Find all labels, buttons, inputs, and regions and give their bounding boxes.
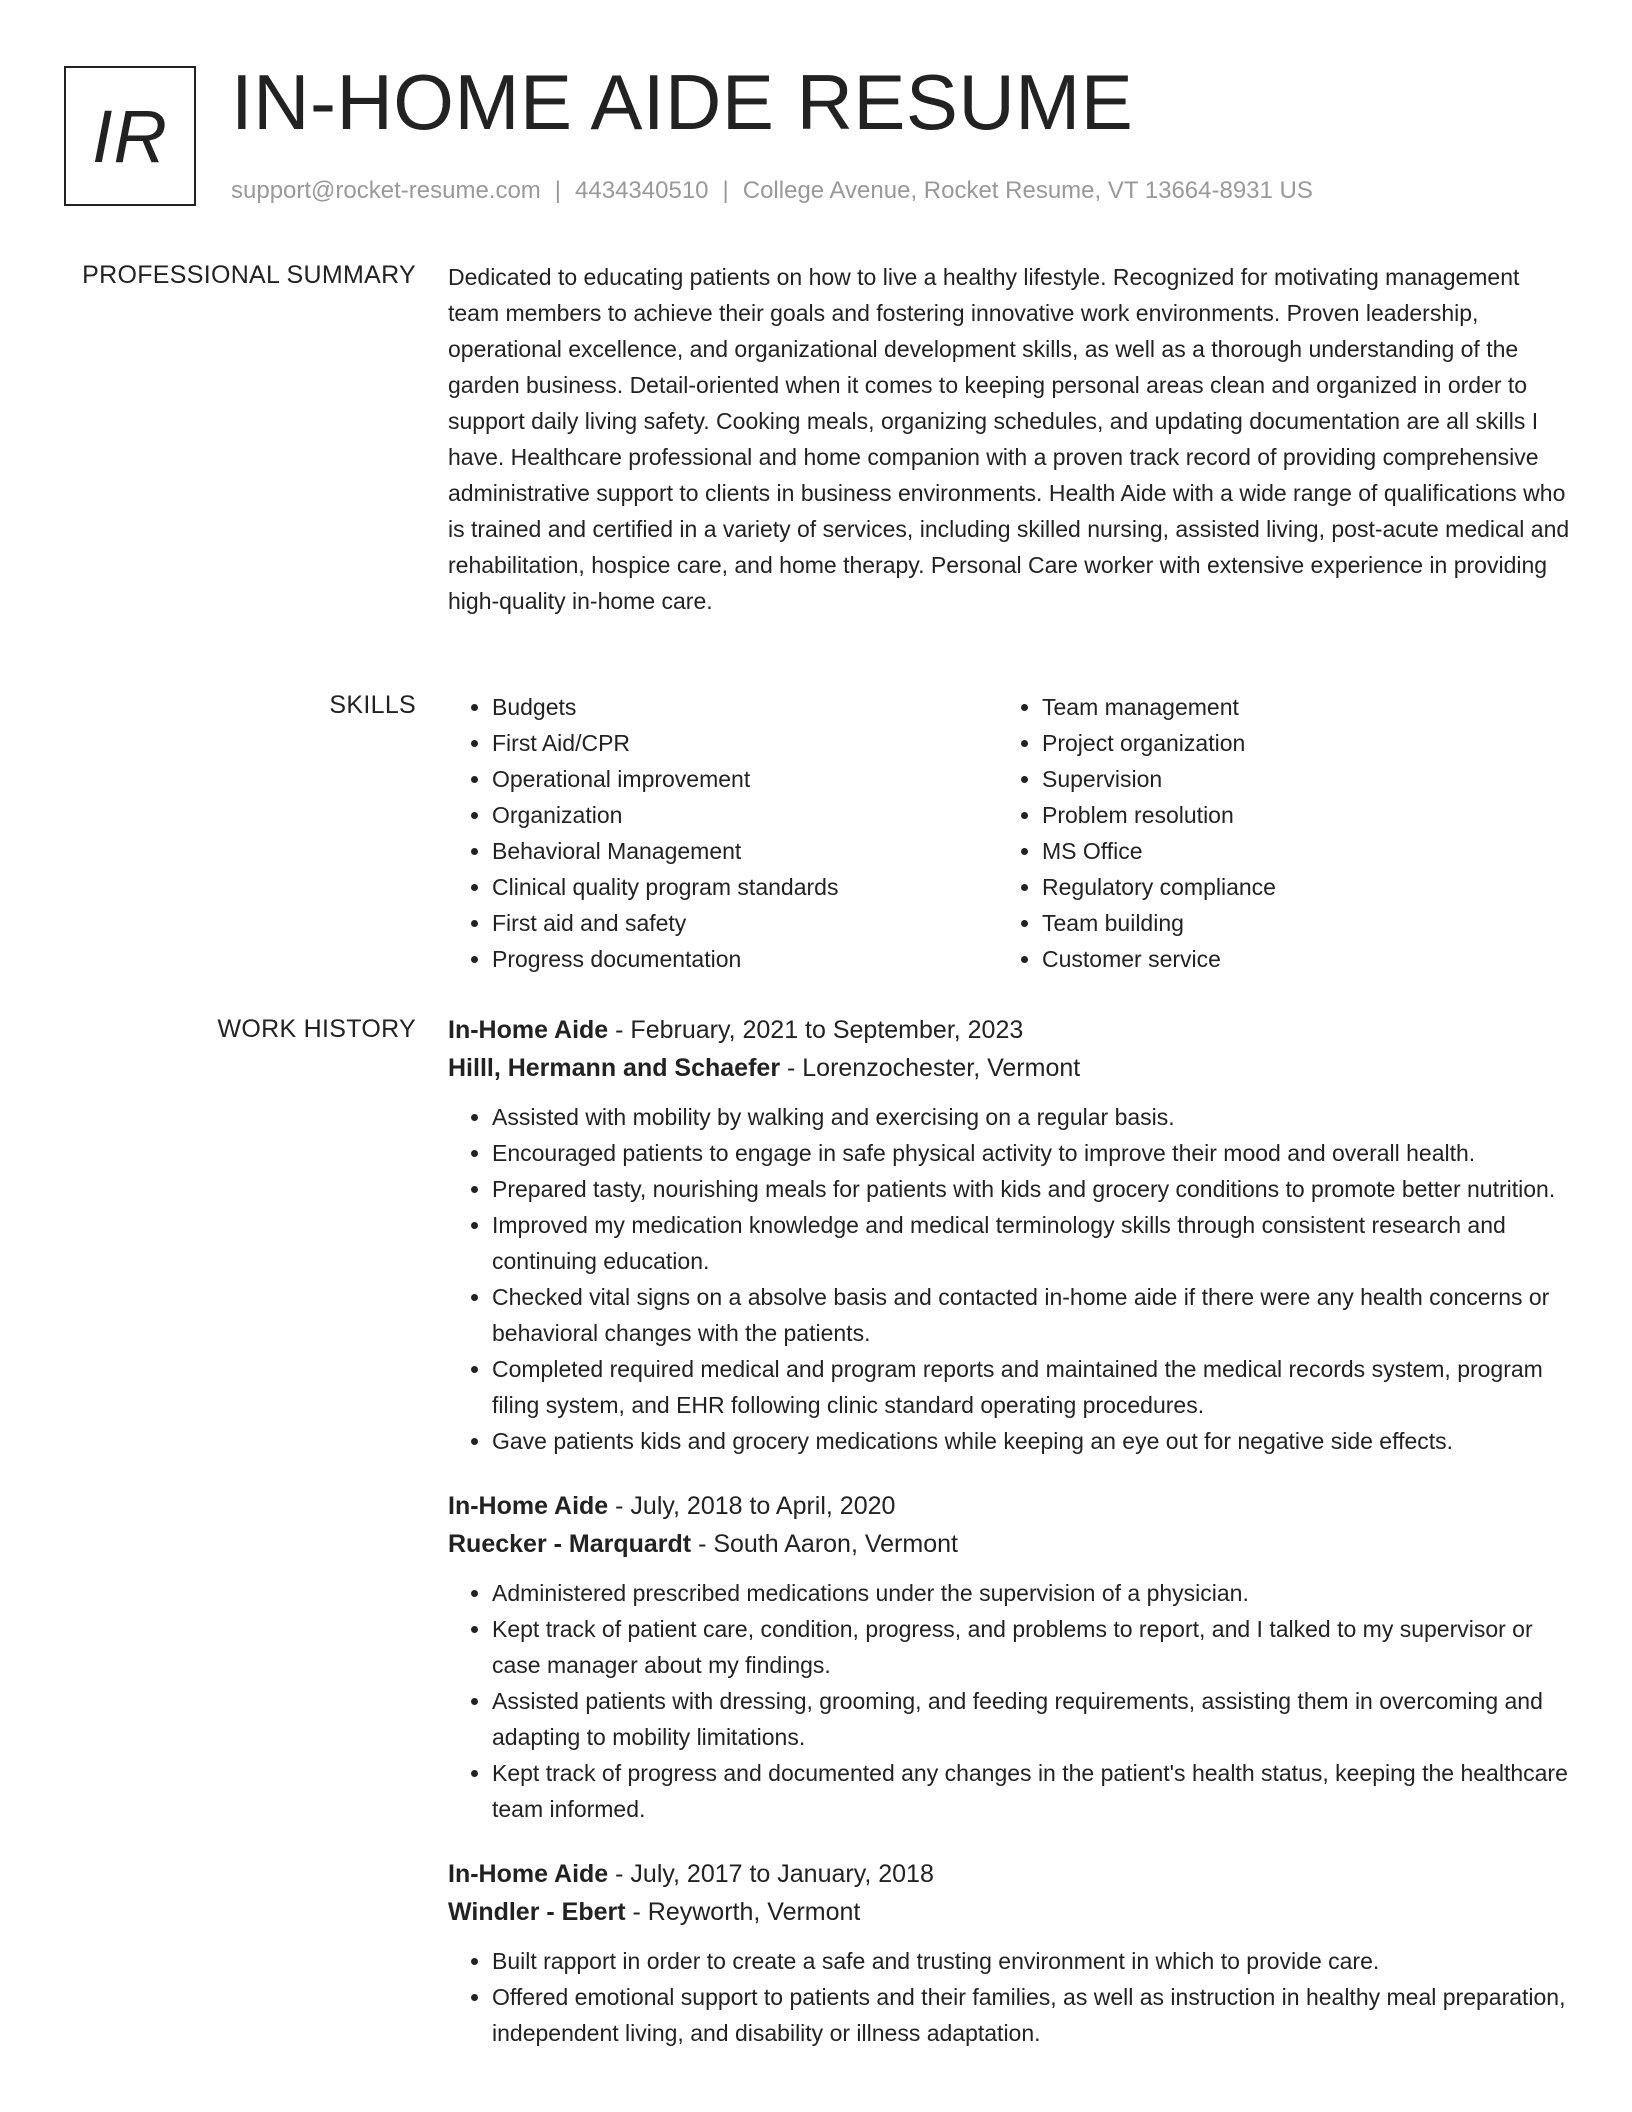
job-company-line	[448, 1049, 1570, 1087]
job-bullet: • Checked vital signs on a absolve basis and contacted in-home aide if there were any health concerns or behavioral changes with the patients.	[492, 1279, 1570, 1351]
skill-item: • Organization	[492, 797, 998, 833]
skills-body	[448, 689, 1570, 977]
skill-item: • First aid and safety	[492, 905, 998, 941]
job-bullet: • Improved my medication knowledge and medical terminology skills through consistent research and continuing education.	[492, 1207, 1570, 1279]
job-bullets	[448, 1575, 1570, 1827]
job-bullet: • Gave patients kids and grocery medications while keeping an eye out for negative side effects.	[492, 1423, 1570, 1459]
job-bullet: • Built rapport in order to create a safe and trusting environment in which to provide care.	[492, 1943, 1570, 1979]
job-bullet: • Kept track of patient care, condition, progress, and problems to report, and I talked to my supervisor or case manager about my findings.	[492, 1611, 1570, 1683]
job-location: - Reyworth, Vermont	[625, 1898, 861, 1926]
contact-line	[231, 174, 1313, 208]
contact-email: support@rocket-resume.com	[231, 177, 541, 204]
work-history-heading: WORK HISTORY	[217, 1015, 416, 1043]
work-history-body	[448, 1011, 1570, 2079]
job-dates: - July, 2018 to April, 2020	[608, 1492, 896, 1520]
page-title: IN-HOME AIDE RESUME	[231, 58, 1134, 146]
job-bullet: • Prepared tasty, nourishing meals for patients with kids and grocery conditions to promote better nutrition.	[492, 1171, 1570, 1207]
job-company-line	[448, 1893, 1570, 1931]
job-entry	[448, 1487, 1570, 1827]
job-bullet: • Completed required medical and program reports and maintained the medical records system, program filing system, and EHR following clinic standard operating procedures.	[492, 1351, 1570, 1423]
job-company: Ruecker - Marquardt	[448, 1530, 692, 1558]
contact-separator: |	[554, 177, 562, 204]
job-bullet: • Assisted patients with dressing, grooming, and feeding requirements, assisting them in overcoming and adapting to mobility limitations.	[492, 1683, 1570, 1755]
skill-item: • Supervision	[1042, 761, 1548, 797]
monogram-logo: IR	[64, 66, 196, 206]
job-bullets	[448, 1943, 1570, 2051]
job-dates: - February, 2021 to September, 2023	[608, 1016, 1024, 1044]
job-company-line	[448, 1525, 1570, 1563]
skills-columns	[448, 689, 1570, 977]
job-location: - South Aaron, Vermont	[691, 1530, 958, 1558]
job-title: In-Home Aide	[448, 1492, 609, 1520]
skill-item: • Problem resolution	[1042, 797, 1548, 833]
skills-list-right	[998, 689, 1548, 977]
job-title: In-Home Aide	[448, 1016, 609, 1044]
job-entry	[448, 1011, 1570, 1459]
skill-item: • MS Office	[1042, 833, 1548, 869]
job-company: Windler - Ebert	[448, 1898, 626, 1926]
skill-item: • Progress documentation	[492, 941, 998, 977]
skill-item: • First Aid/CPR	[492, 725, 998, 761]
skill-item: • Budgets	[492, 689, 998, 725]
job-bullet: • Encouraged patients to engage in safe physical activity to improve their mood and overall health.	[492, 1135, 1570, 1171]
job-bullets	[448, 1099, 1570, 1459]
job-location: - Lorenzochester, Vermont	[780, 1054, 1081, 1082]
job-bullet: • Administered prescribed medications under the supervision of a physician.	[492, 1575, 1570, 1611]
skills-heading: SKILLS	[329, 691, 416, 719]
contact-phone: 4434340510	[575, 177, 709, 204]
job-bullet: • Offered emotional support to patients and their families, as well as instruction in healthy meal preparation, independent living, and disability or illness adaptation.	[492, 1979, 1570, 2051]
skill-item: • Regulatory compliance	[1042, 869, 1548, 905]
skill-item: • Customer service	[1042, 941, 1548, 977]
job-title: In-Home Aide	[448, 1860, 609, 1888]
skills-list-left	[448, 689, 998, 977]
job-bullet: • Assisted with mobility by walking and exercising on a regular basis.	[492, 1099, 1570, 1135]
skill-item: • Clinical quality program standards	[492, 869, 998, 905]
skill-item: • Team building	[1042, 905, 1548, 941]
skill-item: • Project organization	[1042, 725, 1548, 761]
job-dates: - July, 2017 to January, 2018	[608, 1860, 934, 1888]
skill-item: • Team management	[1042, 689, 1548, 725]
contact-separator: |	[722, 177, 729, 204]
job-title-line	[448, 1011, 1570, 1049]
summary-text: Dedicated to educating patients on how to live a healthy lifestyle. Recognized for motivating management team members to achieve their goals and fostering innovative work environments. Proven leadership, operational excellence, and organizational development skills, as well as a thorough understanding of the garden business. Detail-oriented when it comes to keeping personal areas clean and organized in order to support daily living safety. Cooking meals, organizing schedules, and updating documentation are all skills I have. Healthcare professional and home companion with a proven track record of providing comprehensive administrative support to clients in business environments. Health Aide with a wide range of qualifications who is trained and certified in a variety of services, including skilled nursing, assisted living, post-acute medical and rehabilitation, hospice care, and home therapy. Personal Care worker with extensive experience in providing high-quality in-home care.	[448, 264, 1570, 614]
job-entry	[448, 1855, 1570, 2051]
skill-item: • Behavioral Management	[492, 833, 998, 869]
summary-body	[448, 259, 1570, 619]
job-bullet: • Kept track of progress and documented any changes in the patient's health status, keeping the healthcare team informed.	[492, 1755, 1570, 1827]
skill-item: • Operational improvement	[492, 761, 998, 797]
job-company: Hilll, Hermann and Schaefer	[448, 1054, 781, 1082]
summary-heading: PROFESSIONAL SUMMARY	[82, 261, 416, 289]
contact-address: College Avenue, Rocket Resume, VT 13664-8931 US	[742, 177, 1313, 204]
job-title-line	[448, 1855, 1570, 1893]
job-title-line	[448, 1487, 1570, 1525]
